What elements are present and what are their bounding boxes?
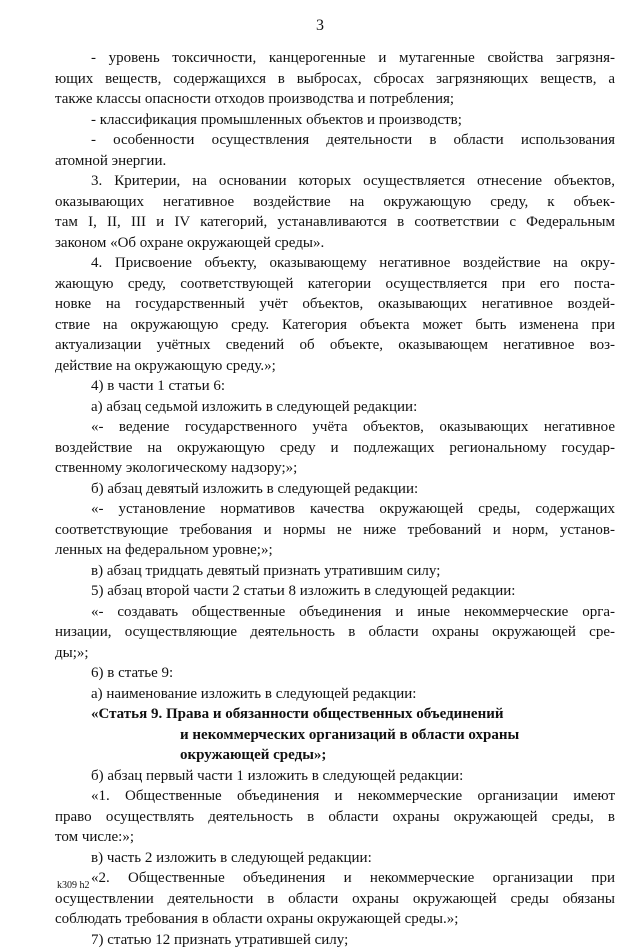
text-line [0, 458, 640, 479]
text-line [0, 253, 640, 274]
text-line-content: том числе:»; [55, 827, 134, 848]
text-line-content: 5) абзац второй части 2 статьи 8 изложить в следующей редакции: [91, 581, 515, 602]
document-body [0, 48, 640, 950]
text-line [0, 745, 640, 766]
text-line [0, 499, 640, 520]
text-line [0, 356, 640, 377]
text-line [0, 807, 640, 828]
text-line-content: 3. Критерии, на основании которых осуществляется отнесение объектов, [91, 171, 615, 192]
text-line-content: - уровень токсичности, канцерогенные и мутагенные свойства загрязня- [91, 48, 615, 69]
text-line [0, 233, 640, 254]
text-line [0, 48, 640, 69]
text-line [0, 294, 640, 315]
article-heading-line: и некоммерческих организаций в области охраны [180, 725, 519, 746]
text-line-content: «- создавать общественные объединения и иные некоммерческие орга- [91, 602, 615, 623]
text-line-content: б) абзац девятый изложить в следующей редакции: [91, 479, 418, 500]
text-line [0, 684, 640, 705]
text-line [0, 827, 640, 848]
text-line [0, 212, 640, 233]
text-line-content: законом «Об охране окружающей среды». [55, 233, 324, 254]
text-line-content: действие на окружающую среду.»; [55, 356, 276, 377]
text-line [0, 417, 640, 438]
text-line-content: новке на государственный учёт объектов, оказывающих негативное воздей- [55, 294, 615, 315]
text-line [0, 622, 640, 643]
text-line [0, 766, 640, 787]
text-line-content: ленных на федеральном уровне;»; [55, 540, 273, 561]
text-line-content: низации, осуществляющие деятельность в области охраны окружающей сре- [55, 622, 615, 643]
text-line [0, 335, 640, 356]
text-line-content: соблюдать требования в области охраны окружающей среды.»; [55, 909, 458, 930]
text-line-content: оказывающих негативное воздействие на окружающую среду, к объек- [55, 192, 615, 213]
text-line [0, 315, 640, 336]
text-line-content: соответствующие требования и нормы не ниже требований и норм, установ- [55, 520, 615, 541]
text-line [0, 889, 640, 910]
text-line [0, 786, 640, 807]
text-line [0, 479, 640, 500]
text-line-content: воздействие на окружающую среду и подлежащих региональному государ- [55, 438, 615, 459]
text-line-content: а) абзац седьмой изложить в следующей редакции: [91, 397, 417, 418]
text-line-content: «2. Общественные объединения и некоммерческие организации при [91, 868, 615, 889]
text-line-content: право осуществлять деятельность в области охраны окружающей среды, в [55, 807, 615, 828]
article-heading-line: «Статья 9. Права и обязанности общественных объединений [91, 704, 504, 725]
text-line [0, 438, 640, 459]
text-line [0, 151, 640, 172]
text-line-content: там I, II, III и IV категорий, устанавливаются в соответствии с Федеральным [55, 212, 615, 233]
text-line-content: в) часть 2 изложить в следующей редакции: [91, 848, 372, 869]
text-line [0, 581, 640, 602]
text-line-content: - особенности осуществления деятельности в области использования [91, 130, 615, 151]
text-line [0, 171, 640, 192]
text-line [0, 909, 640, 930]
text-line [0, 643, 640, 664]
text-line-content: 6) в статье 9: [91, 663, 173, 684]
text-line-content: актуализации учётных сведений об объекте, оказывающем негативное воз- [55, 335, 615, 356]
text-line [0, 192, 640, 213]
text-line [0, 663, 640, 684]
text-line [0, 397, 640, 418]
text-line [0, 110, 640, 131]
text-line-content: 4. Присвоение объекту, оказывающему негативное воздействие на окру- [91, 253, 615, 274]
text-line [0, 376, 640, 397]
text-line-content: 7) статью 12 признать утратившей силу; [91, 930, 348, 950]
footer-code: k309 h2 [57, 880, 90, 892]
text-line [0, 89, 640, 110]
text-line [0, 704, 640, 725]
text-line [0, 520, 640, 541]
text-line [0, 69, 640, 90]
text-line [0, 930, 640, 950]
text-line-content: ственному экологическому надзору;»; [55, 458, 297, 479]
text-line [0, 725, 640, 746]
page-number: 3 [0, 16, 640, 36]
text-line-content: б) абзац первый части 1 изложить в следующей редакции: [91, 766, 463, 787]
article-heading-line: окружающей среды»; [180, 745, 326, 766]
text-line-content: ющих веществ, содержащихся в выбросах, сбросах загрязняющих веществ, а [55, 69, 615, 90]
text-line [0, 602, 640, 623]
text-line-content: ды;»; [55, 643, 89, 664]
text-line-content: осуществлении деятельности в области охраны окружающей среды обязаны [55, 889, 615, 910]
text-line-content: в) абзац тридцать девятый признать утратившим силу; [91, 561, 440, 582]
text-line [0, 130, 640, 151]
text-line-content: а) наименование изложить в следующей редакции: [91, 684, 416, 705]
text-line-content: «1. Общественные объединения и некоммерческие организации имеют [91, 786, 615, 807]
text-line-content: жающую среду, соответствующей категории осуществляется при его поста- [55, 274, 615, 295]
text-line [0, 561, 640, 582]
text-line-content: - классификация промышленных объектов и производств; [91, 110, 462, 131]
text-line-content: «- установление нормативов качества окружающей среды, содержащих [91, 499, 615, 520]
text-line [0, 848, 640, 869]
text-line-content: также классы опасности отходов производства и потребления; [55, 89, 454, 110]
text-line [0, 868, 640, 889]
text-line-content: 4) в части 1 статьи 6: [91, 376, 225, 397]
text-line-content: «- ведение государственного учёта объектов, оказывающих негативное [91, 417, 615, 438]
text-line [0, 274, 640, 295]
text-line [0, 540, 640, 561]
text-line-content: ствие на окружающую среду. Категория объекта может быть изменена при [55, 315, 615, 336]
text-line-content: атомной энергии. [55, 151, 166, 172]
